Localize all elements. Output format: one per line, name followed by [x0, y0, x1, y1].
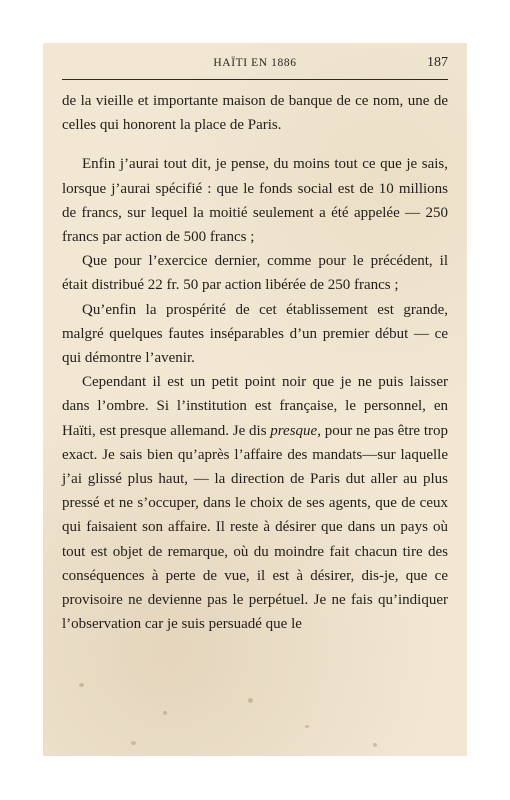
- body-text: [62, 89, 448, 636]
- page-number: 187: [427, 55, 448, 70]
- foxing-spot: [79, 683, 84, 687]
- paragraph-text: , pour ne pas être trop exact. Je sais bien qu’après l’affaire des mandats—sur laquelle j’ai glissé plus haut, — la direction de Paris dut aller au plus pressé et ne s’occuper, dans le choix de ses agents, que de ceux qui faisaient son affaire. Il reste à désirer que dans un pays où tout est objet de remarque, où du moindre fait chacun tire des conséquences à perte de vue, il est à désirer, dis-je, que ce provisoire ne devienne pas le perpétuel. Je ne fais qu’indiquer l’observation car je suis persuadé que le: [62, 422, 449, 633]
- paragraph: Enfin j’aurai tout dit, je pense, du moins tout ce que je sais, lorsque j’aurai spécifié : que le fonds social est de 10 millions de francs, sur lequel la moitié seulement a été appelée — 250 francs par action de 500 francs ;: [62, 156, 448, 246]
- foxing-spot: [373, 743, 377, 747]
- running-title: HAÏTI EN 1886: [213, 57, 297, 69]
- header-rule: [62, 79, 448, 80]
- foxing-spot: [248, 698, 253, 703]
- foxing-spot: [131, 741, 136, 745]
- paragraph: [62, 370, 448, 636]
- paragraph: de la vieille et importante maison de banque de ce nom, une de celles qui honorent la place de Paris.: [62, 93, 448, 134]
- foxing-spot: [305, 725, 309, 728]
- paragraph: Qu’enfin la prospérité de cet établissement est grande, malgré quelques fautes inséparables d’un premier début — ce qui démontre l’avenir.: [62, 301, 448, 367]
- emphasized-word: presque: [270, 422, 318, 439]
- foxing-spot: [163, 711, 167, 715]
- running-head: [62, 55, 448, 75]
- paragraph: Que pour l’exercice dernier, comme pour le précédent, il était distribué 22 fr. 50 par action libérée de 250 francs ;: [62, 253, 448, 294]
- paragraph-text: Cependant il est un petit point noir que je ne puis laisser dans l’ombre. Si l’institution est française, le personnel, en Haïti, est presque allemand. Je dis: [62, 374, 448, 439]
- book-page: [43, 43, 467, 756]
